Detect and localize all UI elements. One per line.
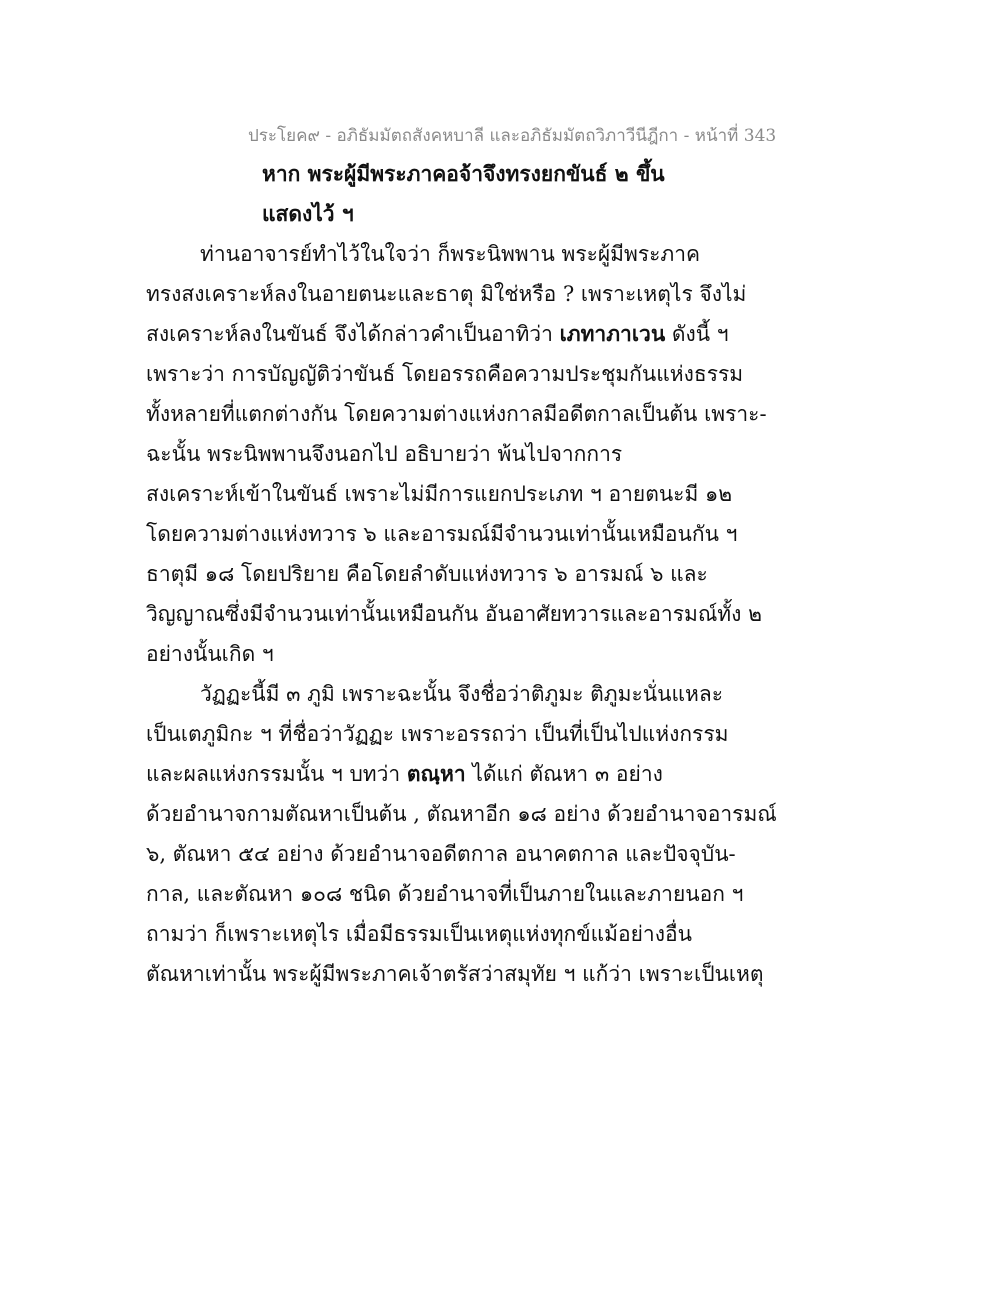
body-line-19: ตัณหาเท่านั้น พระผู้มีพระภาคเจ้าตรัสว่าสมุทัย ฯ แก้ว่า เพราะเป็นเหตุ [146,962,764,986]
heading-line-1: หาก พระผู้มีพระภาคอจ้าจึงทรงยกขันธ์ ๒ ขึ้น [262,161,665,186]
body-line-3-text-c: ดังนี้ ฯ [665,322,729,346]
body-line-5: ทั้งหลายที่แตกต่างกัน โดยความต่างแห่งกาลมีอดีตกาลเป็นต้น เพราะ- [146,402,767,426]
body-line-14-text-c: ได้แก่ ตัณหา ๓ อย่าง [465,762,663,786]
body-line-15: ด้วยอำนาจกามตัณหาเป็นต้น , ตัณหาอีก ๑๘ อย่าง ด้วยอำนาจอารมณ์ [146,802,777,826]
body-line-9: ธาตุมี ๑๘ โดยปริยาย คือโดยลำดับแห่งทวาร ๖ อารมณ์ ๖ และ [146,562,708,586]
body-line-11: อย่างนั้นเกิด ฯ [146,642,274,666]
pali-term-bhedabhavena: เภทาภาเวน [559,321,666,346]
body-line-10: วิญญาณซึ่งมีจำนวนเท่านั้นเหมือนกัน อันอาศัยทวารและอารมณ์ทั้ง ๒ [146,602,762,626]
body-line-13: เป็นเตภูมิกะ ฯ ที่ชื่อว่าวัฏฏะ เพราะอรรถว่า เป็นที่เป็นไปแห่งกรรม [146,722,729,746]
body-line-14 [146,761,663,787]
body-line-16: ๖, ตัณหา ๕๔ อย่าง ด้วยอำนาจอดีตกาล อนาคตกาล และปัจจุบัน- [146,842,736,866]
body-line-17: กาล, และตัณหา ๑๐๘ ชนิด ด้วยอำนาจที่เป็นภายในและภายนอก ฯ [146,882,744,906]
pali-term-tanha: ตณฺหา [406,761,466,786]
body-line-4: เพราะว่า การบัญญัติว่าขันธ์ โดยอรรถคือความประชุมกันแห่งธรรม [146,362,744,386]
body-line-14-text-a: และผลแห่งกรรมนั้น ฯ บทว่า [146,762,407,786]
body-line-3 [146,321,729,347]
body-line-3-text-a: สงเคราะห์ลงในขันธ์ จึงได้กล่าวคำเป็นอาทิว่า [146,322,560,346]
body-line-1: ท่านอาจารย์ทำไว้ในใจว่า ก็พระนิพพาน พระผู้มีพระภาค [200,242,701,266]
body-line-6: ฉะนั้น พระนิพพานจึงนอกไป อธิบายว่า พ้นไปจากการ [146,442,623,466]
body-line-8: โดยความต่างแห่งทวาร ๖ และอารมณ์มีจำนวนเท่านั้นเหมือนกัน ฯ [146,522,738,546]
body-line-18: ถามว่า ก็เพราะเหตุไร เมื่อมีธรรมเป็นเหตุแห่งทุกข์แม้อย่างอื่น [146,922,692,946]
body-line-2: ทรงสงเคราะห์ลงในอายตนะและธาตุ มิใช่หรือ ? เพราะเหตุไร จึงไม่ [146,282,747,306]
body-line-7: สงเคราะห์เข้าในขันธ์ เพราะไม่มีการแยกประเภท ฯ อายตนะมี ๑๒ [146,482,733,506]
running-header: ประโยค๙ - อภิธัมมัตถสังคหบาลี และอภิธัมมัตถวิภาวีนีฎีกา - หน้าที่ 343 [248,126,777,146]
heading-line-2: แสดงไว้ ฯ [262,201,354,226]
body-line-12: วัฏฏะนี้มี ๓ ภูมิ เพราะฉะนั้น จึงชื่อว่าติภูมะ ติภูมะนั่นแหละ [200,682,724,706]
